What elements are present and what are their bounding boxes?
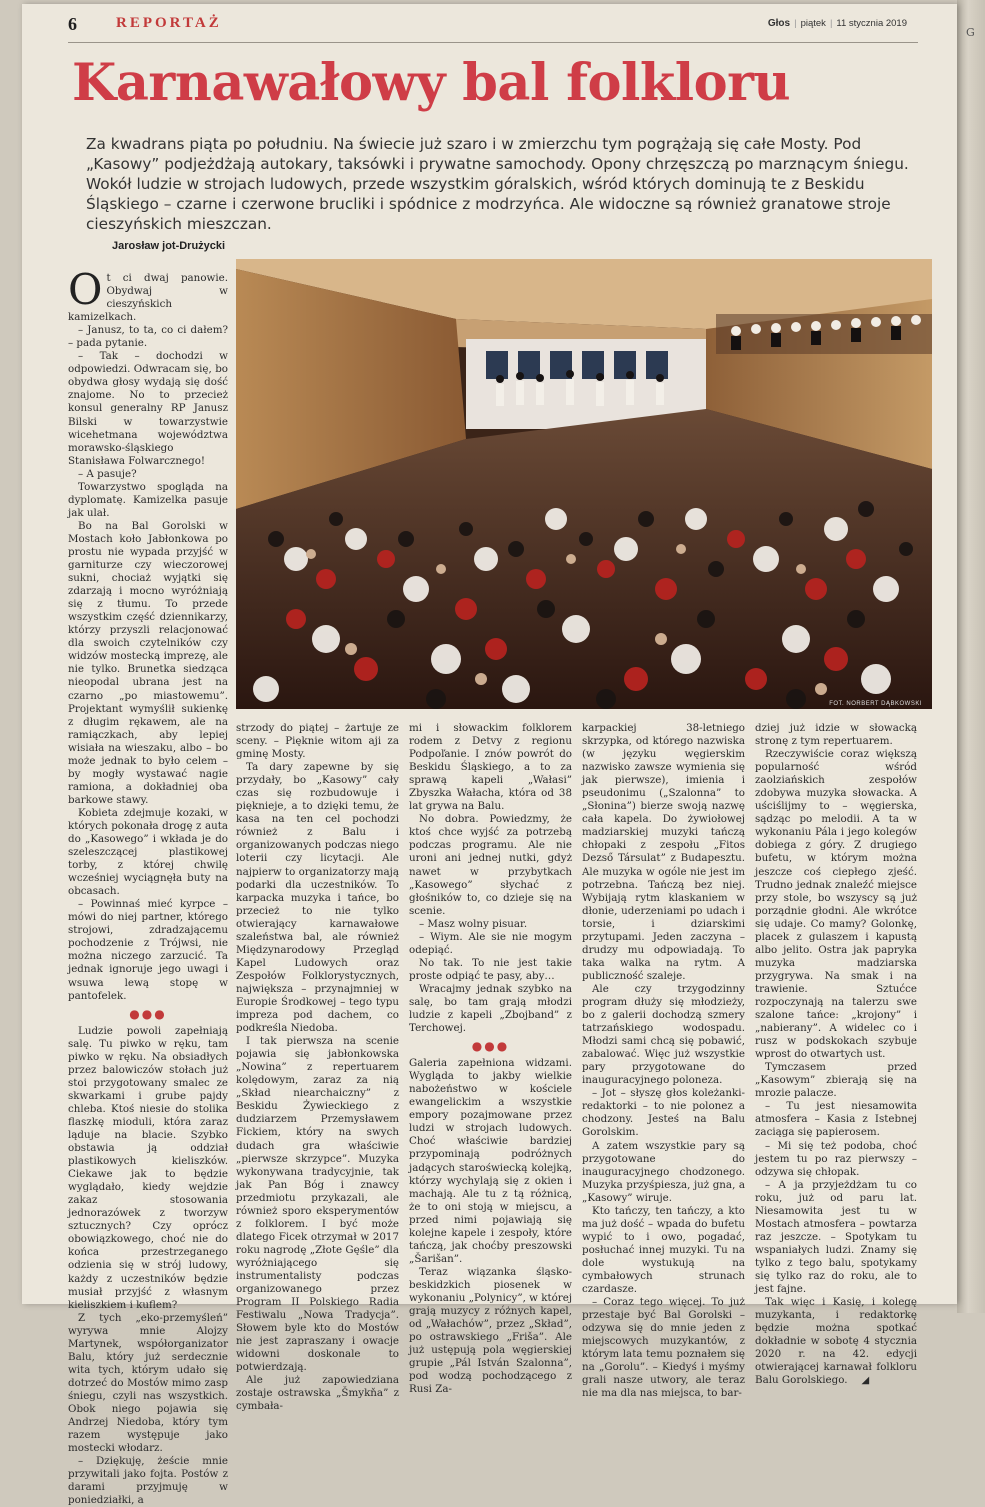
- paragraph: – Dziękuję, żeście mnie przywitali jako fojta. Postów z darami przyjmuję w poniedziałki, a: [68, 1455, 228, 1507]
- section-label: REPORTAŻ: [116, 15, 222, 31]
- issue-date: 11 stycznia 2019: [836, 18, 907, 29]
- column-1: [68, 265, 228, 1507]
- paragraph: Z tych „eko-przemyśleń” wyrywa mnie Alojzy Martynek, współorganizator Balu, który już serdecznie wita tych, którym udało się dotrzeć do Mostów mimo zasp śniegu, czyli nas wszystkich. Obok niego pojawia się Andrzej Niedoba, który tym razem występuje jako mostecki włodarz.: [68, 1311, 228, 1455]
- paragraph: – Jot – słyszę głos koleżanki-redaktorki – to nie polonez a chodzony. Jesteś na Balu Gorolskim.: [582, 1087, 745, 1139]
- paragraph: A zatem wszystkie pary są przygotowane do inauguracyjnego chodzonego. Muzyka przyśpiesza, już gna, a „Kasowy” wiruje.: [582, 1139, 745, 1204]
- paragraph: Ale już zapowiedziana zostaje ostrawska „Šmykňa” z cymbała-: [236, 1374, 399, 1413]
- issue-meta: Głos | piątek | 11 stycznia 2019: [767, 18, 907, 29]
- paragraph: mi i słowackim folklorem rodem z Detvy z regionu Podpoľanie. I znów powrót do Beskidu Śląskiego, a to za sprawą kapeli „Wałasi” Zbyszka Wałacha, która od 38 lat grywa na Balu.: [409, 722, 572, 813]
- paragraph: – Tu jest niesamowita atmosfera – Kasia z Istebnej zaciąga się papierosem.: [755, 1100, 917, 1139]
- publication-name: Głos: [767, 18, 791, 29]
- paragraph: Kto tańczy, ten tańczy, a kto ma już dość – wpada do bufetu wypić to i owo, pogadać, posłuchać innej muzyki. Tu na dole wystukują na cymbałowych strunach czardasze.: [582, 1204, 745, 1296]
- paragraph: strzody do piątej – żartuje ze sceny. – Pięknie witom aji za gminę Mosty.: [236, 722, 399, 761]
- paragraph: karpackiej 38-letniego skrzypka, od którego nazwiska (w języku węgierskim nazwisko zawsze wymienia się jak pierwsze), imienia i pseudonimu („Szalonna” to „Słonina”) bierze swoją nazwę cała kapela. Do żywiołowej madziarskiej muzyki tańczą chłopaki z zespołu „Fitos Dezső Társulat” z Budapesztu. Ale muzyka w ogóle nie jest im potrzebna. Tańczą bez niej. Wybijają rytm klaskaniem w dłonie, uderzeniami po udach i torsie, i dziarskimi przytupami. Jeden zaczyna – drudzy mu odpowiadają. To taka walka na rytm. A publiczność szaleje.: [582, 722, 745, 982]
- paragraph: – Masz wolny pisuar.: [419, 917, 528, 930]
- photo-credit: FOT. NORBERT DĄBKOWSKI: [829, 701, 922, 707]
- newspaper-page: [22, 4, 957, 1507]
- column-2: [236, 722, 399, 1413]
- paragraph: Bo na Bal Gorolski w Mostach koło Jabłonkowa po prostu nie wypada przyjść w garniturze czy wieczorowej sukni, chociaż wyjątki się zdarzają i mocno wyróżniają się z tłumu. To przede wszystkim część dziennikarzy, którzy przyszli relacjonować dla swoich czytelników czy widzów mostecką imprezę, ale nie tylko. Brunetka siedząca nieopodal ubrana jest na czarno „po miastowemu”. Projektant wymyślił sukienkę z długim rękawem, ale na ramiączkach, aby lepiej wisiała na wieszaku, albo – bo może jednak to było celem – by mogły wystawać nagie ramiona, a dokładniej oba barkowe stawy.: [68, 519, 228, 806]
- paragraph: Ot ci dwaj panowie. Obydwaj w cieszyńskich kamizelkach.: [68, 265, 228, 324]
- column-5: [755, 722, 917, 1387]
- drop-cap: O: [68, 265, 103, 314]
- article-lead: Za kwadrans piąta po południu. Na świecie już szaro i w zmierzchu tym pogrążają się całe Mosty. Pod „Kasowy” podjeżdżają autokary, taksówki i prywatne samochody. Opony chrzęszczą po marznącym śniegu. Wokół ludzie w strojach ludowych, przede wszystkim góralskich, wśród których dominują te z Beskidu Śląskiego – czarne i czerwone brucliki i spódnice z modrzyńca. Ale widoczne są również granatowe stroje cieszyńskich mieszczan.: [86, 135, 909, 233]
- paragraph: Rzeczywiście coraz większą popularność wśród zaolziańskich zespołów zdobywa muzyka słowacka. A uściślijmy to – węgierska, sądząc po melodii. A ta w wykonaniu Pála i jego kolegów dobiega z góry. Z drugiego bufetu, w którym można jeszcze coś ciepłego zjeść. Trudno jednak znaleźć miejsce przy stole, bo wszyscy są już porządnie głodni. Ale wkrótce się udaje. Co mamy? Golonkę, placek z gulaszem i kapustą albo jelito. Ostra jak papryka muzyka madziarska przygrywa. Na smak i na trawienie. Sztućce rozpoczynają na talerzu swe szalone tańce: „krojony” i „nabierany”. A widelec co i rusz w podskokach szybuje wprost do otwartych ust.: [755, 748, 917, 1061]
- header-rule: [68, 42, 918, 43]
- page-number: 6: [68, 14, 77, 34]
- paragraph: Tymczasem przed „Kasowym” zbierają się na mrozie palacze.: [755, 1061, 917, 1100]
- paragraph: No dobra. Powiedzmy, że ktoś chce wyjść za potrzebą podczas programu. Ale nie uroni ani jednej nutki, gdyż nawet w przybytkach „Kasowego” słychać z głośników to, co dzieje się na scenie.: [409, 813, 572, 917]
- page-header: [22, 12, 957, 36]
- paragraph: – Mi się też podoba, choć jestem tu po raz pierwszy – odzywa się chłopak.: [755, 1139, 917, 1178]
- paragraph: I tak pierwsza na scenie pojawia się jabłonkowska „Nowina” z repertuarem kolędowym, zaraz za nią „Skład niearchaiczny” z Beskidu Żywieckiego z dudziarzem Przemysławem Fickiem, który na swych dudach gra właściwie „pierwsze skrzypce”. Muzyka wykonywana tradycyjnie, tak jak Pan Bóg i znawcy przedmiotu przykazali, ale również sporo eksperymentów z folklorem. I być może dlatego Ficek otrzymał w 2017 roku nagrodę „Złote Gęśle” dla wyróżniającego się instrumentalisty podczas organizowanego przez Program II Polskiego Radia Festiwalu „Nowa Tradycja”. Słowem byle kto do Mostów nie jest zapraszany i owacje widowni doskonale to potwierdzają.: [236, 1035, 399, 1374]
- paragraph: Teraz wiązanka śląsko-beskidzkich piosenek w wykonaniu „Polynicy”, w której grają muzycy z różnych kapel, od „Wałachów”, przez „Skład”, po ostrawskiego „Friša”. Ale już ustępują pola węgierskiej grupie „Pál István Szalonna”, pod wodzą pochodzącego z Rusi Za-: [409, 1265, 573, 1396]
- ballroom-photo-illustration: [236, 259, 932, 709]
- article-photo: [236, 259, 932, 709]
- paragraph: Ale czy trzygodzinny program dłuży się młodzieży, bo z galerii dochodzą szmery tatrzańskiego wodospadu. Młodzi sami chcą się pobawić, zabalować. Więc już wszystkie pary przygotowane do inauguracyjnego poloneza.: [582, 982, 745, 1087]
- paragraph: – Powinnaś mieć kyrpce – mówi do niej partner, którego strojowi, zdradzającemu pochodzenie z Trójwsi, nie można niczego zarzucić. Ta jednak ignoruje jego uwagi i wsuwa lewą stopę w pantofelek.: [68, 898, 228, 1002]
- paragraph: Galeria zapełniona widzami. Wygląda to jakby wielkie nabożeństwo w kościele ewangelickim a wszystkie empory pozajmowane przez ludzi w strojach ludowych. Choć właściwie bardziej przypominają podróżnych jadących staroświecką kolejką, którzy wychylają się z okien i machają. Ale tu z tą różnicą, że to oni stoją w miejscu, a przed nimi pojawiają się kolejne kapele i zespoły, które tańczą, jak choćby preszowski „Šarišan”.: [409, 1057, 572, 1265]
- paragraph: – A ja przyjeżdżam tu co roku, już od paru lat. Niesamowita jest tu w Mostach atmosfera – powtarza raz jeszcze. – Spotykam tu wspaniałych ludzi. Znamy się tylko z tego balu, spotykamy się tylko raz do roku, ale to jest fajne.: [755, 1178, 917, 1296]
- paragraph: Ludzie powoli zapełniają salę. Tu piwko w ręku, tam piwko w ręku. Na obsiadłych przez balowiczów stołach już stoi przygotowany smalec ze skwarkami i grube pajdy chleba. Ktoś niesie do stolika flaszkę mioduli, która zaraz ląduje na blacie. Szybko obstawia ją oddział plastikowych kieliszków. Ciekawe jak to będzie wyglądało, kiedy wejdzie zakaz stosowania jednorazówek z tworzyw sztucznych? Czy oprócz obowiązkowego, choć nie do końca przestrzeganego odzienia się w strój ludowy, każdy z uczestników będzie musiał przyjść z własnym kieliszkiem i kuflem?: [68, 1024, 228, 1311]
- column-3: [409, 722, 573, 1396]
- paragraph: Ta dary zapewne by się przydały, bo „Kasowy” cały czas się rozbudowuje i pięknieje, a to dzięki temu, że kasa na ten cel pochodzi również z Balu i organizowanych podczas niego loterii czy licytacji. Ale najpierw to organizatorzy mają podarki dla uczestników. To karpacka muzyka i tańce, bo przecież to nie tylko otwierający karnawałowe szaleństwa bal, ale również Międzynarodowy Przegląd Kapel Ludowych oraz Zespołów Folklorystycznych, największa – przynajmniej w Europie Środkowej – tego typu impreza pod dachem, co podkreśla Niedoba.: [236, 761, 399, 1035]
- paragraph: Wracajmy jednak szybko na salę, bo tam grają młodzi ludzie z kapeli „Zbojband” z Terchowej.: [409, 982, 572, 1035]
- next-page-edge: [957, 0, 985, 1313]
- section-break: ●●●: [471, 1039, 510, 1054]
- end-of-article-mark: ◢: [861, 1375, 870, 1387]
- paragraph: Tak więc i Kasię, i kolegę muzykanta, i redaktorkę będzie można spotkać dokładnie w sobotę 4 stycznia 2020 r. na 42. edycji otwierającej karnawał folkloru Balu Gorolskiego. ◢: [755, 1296, 917, 1387]
- paragraph: No tak. To nie jest takie proste odpiąć te pasy, aby…: [409, 956, 572, 982]
- article-title: Karnawałowy bal folkloru: [72, 53, 791, 113]
- next-page-letter: G: [966, 26, 975, 39]
- paragraph: – Coraz tego więcej. To już przestaje być Bal Gorolski – odzywa się do mnie jeden z miejscowych muzykantów, z którym lata temu poznałem się na „Gorolu”. – Kiedyś i myśmy grali nasze utwory, ale teraz nie ma dla nas miejsca, to bar-: [582, 1296, 745, 1400]
- paragraph: – Wiym. Ale sie nie mogym odepiąć.: [409, 930, 572, 956]
- paragraph: dziej już idzie w słowacką stronę z tym repertuarem.: [755, 722, 917, 748]
- issue-day: piątek: [800, 18, 826, 29]
- paragraph: – Tak – dochodzi w odpowiedzi. Odwracam się, bo obydwa głosy wydają się dość znajome. No to przecież konsul generalny RP Janusz Bilski w towarzystwie wicehetmana województwa morawsko-śląskiego Stanisława Folwarcznego!: [68, 350, 228, 467]
- article-author: Jarosław jot-Drużycki: [112, 240, 226, 252]
- column-4: [582, 722, 745, 1400]
- paragraph: Kobieta zdejmuje kozaki, w których pokonała drogę z auta do „Kasowego” i wkłada je do szeleszczącej plastikowej torby, z której chwilę wcześniej wyciągnęła buty na obcasach.: [68, 806, 228, 898]
- paragraph: – A pasuje?: [78, 467, 137, 480]
- section-break: ●●●: [129, 1006, 167, 1021]
- paragraph: Towarzystwo spogląda na dyplomatę. Kamizelka pasuje jak ulał.: [68, 480, 228, 519]
- paragraph: – Janusz, to ta, co ci dałem? – pada pytanie.: [68, 324, 228, 350]
